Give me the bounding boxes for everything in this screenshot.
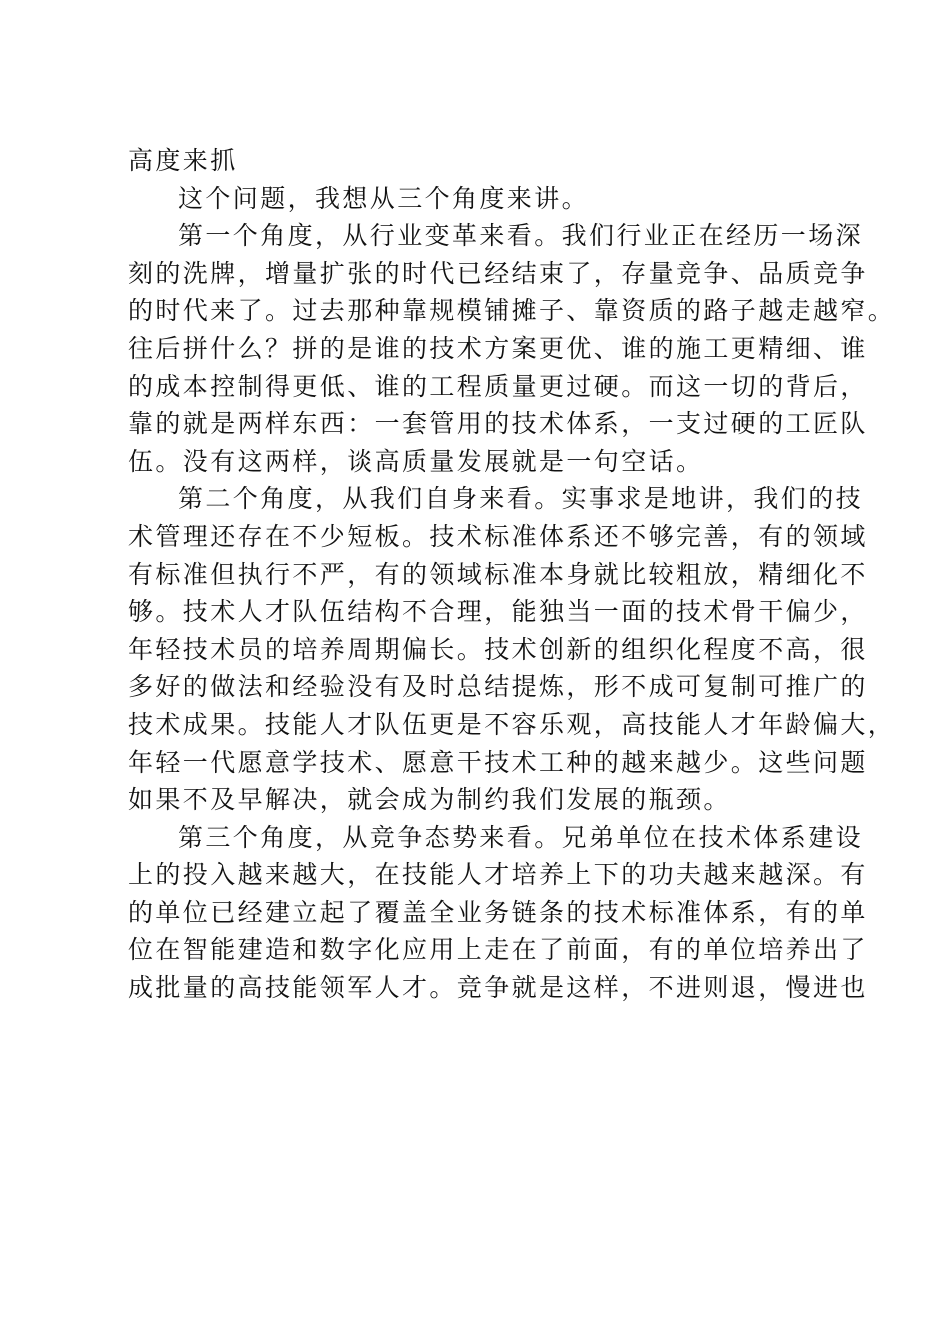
text-line: 年轻技术员的培养周期偏长。技术创新的组织化程度不高，很 [128, 634, 868, 664]
text-line: 成批量的高技能领军人才。竞争就是这样，不进则退，慢进也 [128, 973, 868, 1003]
text-line: 第三个角度，从竞争态势来看。兄弟单位在技术体系建设 [178, 822, 864, 852]
text-line: 技术成果。技能人才队伍更是不容乐观，高技能人才年龄偏大， [128, 709, 896, 739]
text-line: 这个问题，我想从三个角度来讲。 [178, 183, 590, 213]
text-line: 靠的就是两样东西：一套管用的技术体系，一支过硬的工匠队 [128, 409, 868, 439]
text-line: 有标准但执行不严，有的领域标准本身就比较粗放，精细化不 [128, 559, 868, 589]
text-line: 伍。没有这两样，谈高质量发展就是一句空话。 [128, 446, 704, 476]
text-line: 位在智能建造和数字化应用上走在了前面，有的单位培养出了 [128, 935, 868, 965]
text-line: 上的投入越来越大，在技能人才培养上下的功夫越来越深。有 [128, 860, 868, 890]
text-line: 高度来抓 [128, 146, 238, 175]
text-line: 够。技术人才队伍结构不合理，能独当一面的技术骨干偏少， [128, 597, 868, 627]
text-line: 的单位已经建立起了覆盖全业务链条的技术标准体系，有的单 [128, 897, 868, 927]
text-line: 往后拼什么？拼的是谁的技术方案更优、谁的施工更精细、谁 [128, 333, 868, 363]
text-line: 年轻一代愿意学技术、愿意干技术工种的越来越少。这些问题 [128, 747, 868, 777]
text-line: 的成本控制得更低、谁的工程质量更过硬。而这一切的背后， [128, 371, 868, 401]
body-text [128, 142, 896, 1007]
text-line: 如果不及早解决，就会成为制约我们发展的瓶颈。 [128, 785, 731, 815]
text-line: 第二个角度，从我们自身来看。实事求是地讲，我们的技 [178, 484, 864, 514]
text-line: 术管理还存在不少短板。技术标准体系还不够完善，有的领域 [128, 521, 868, 551]
text-line: 第一个角度，从行业变革来看。我们行业正在经历一场深 [178, 221, 864, 251]
text-line: 刻的洗牌，增量扩张的时代已经结束了，存量竞争、品质竞争 [128, 258, 868, 288]
text-line: 多好的做法和经验没有及时总结提炼，形不成可复制可推广的 [128, 672, 868, 702]
text-line: 的时代来了。过去那种靠规模铺摊子、靠资质的路子越走越窄。 [128, 296, 896, 326]
